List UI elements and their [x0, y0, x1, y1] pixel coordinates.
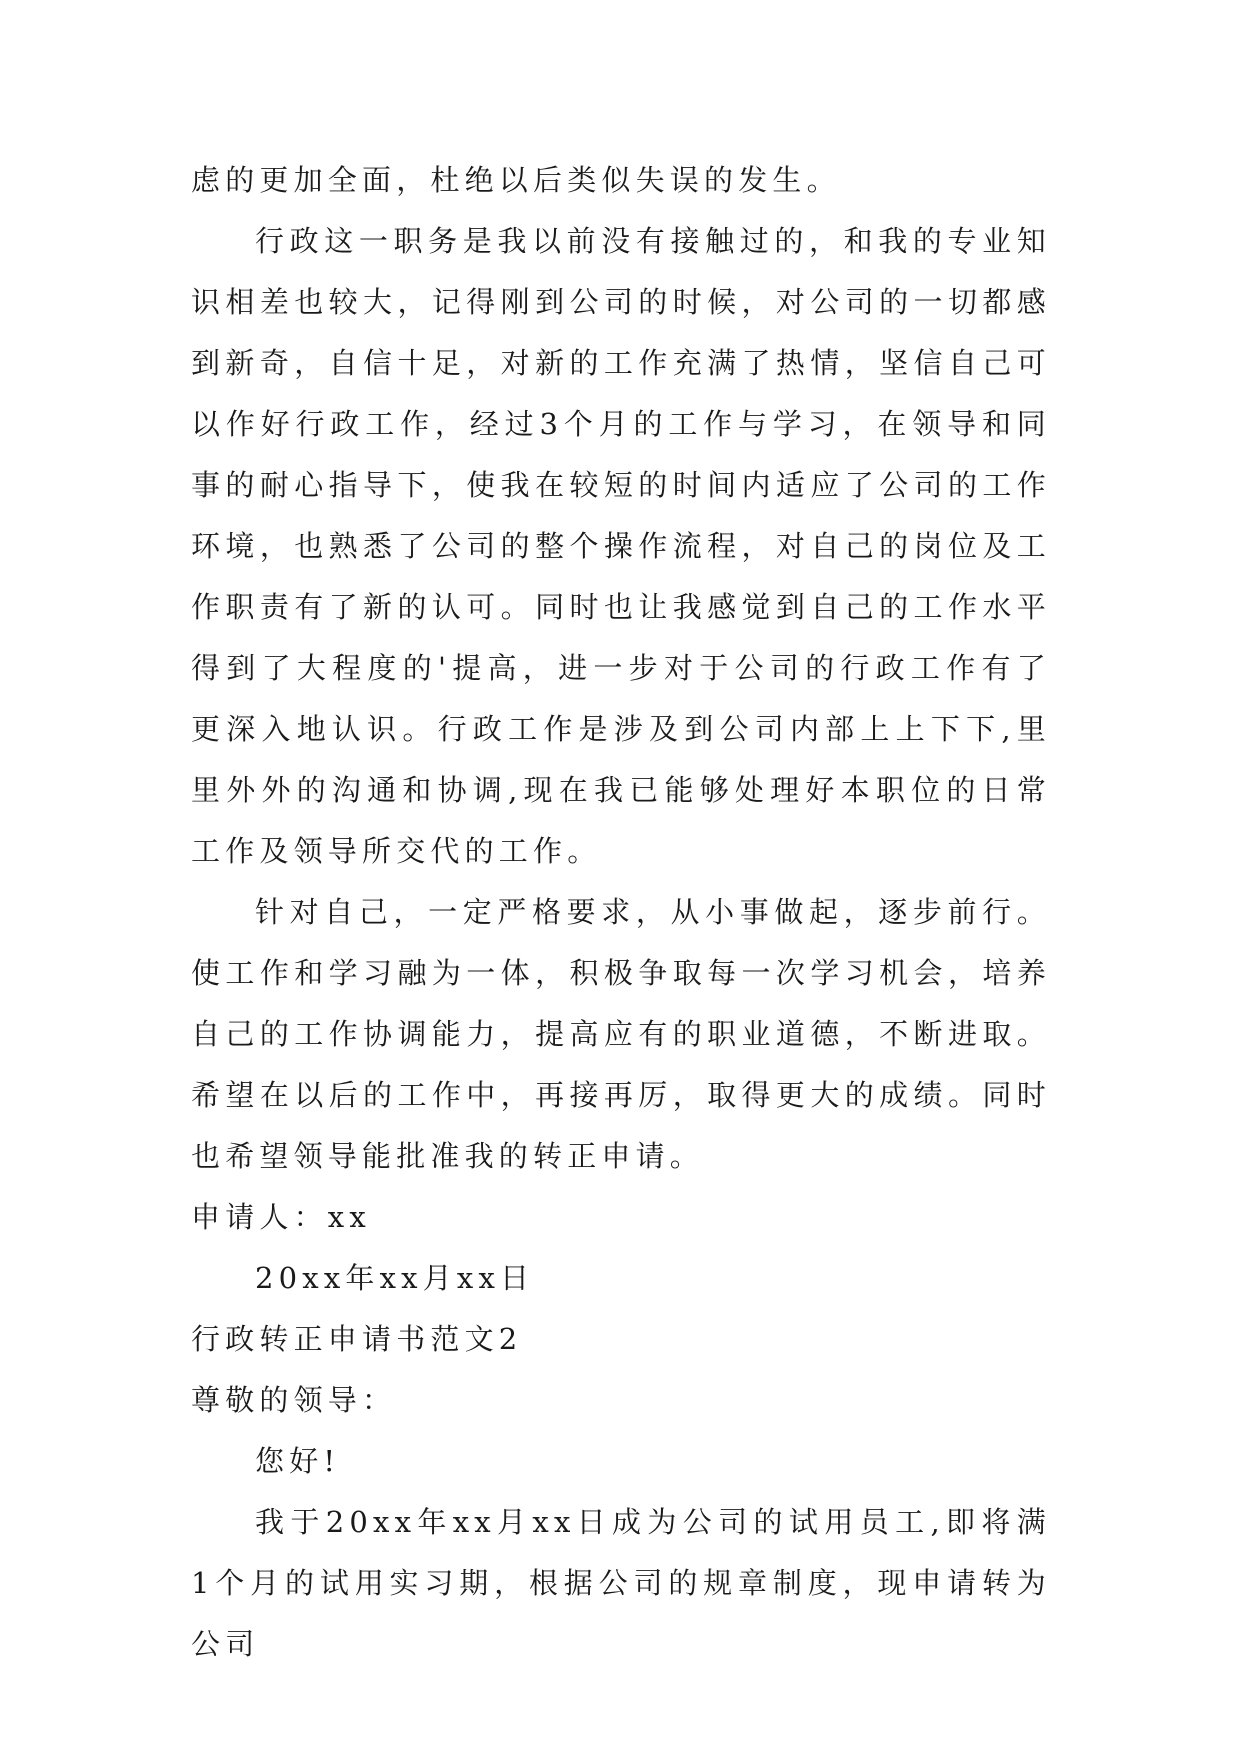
- paragraph-self-requirements: 针对自己，一定严格要求，从小事做起，逐步前行。使工作和学习融为一体，积极争取每一次学习机会，培养自己的工作协调能力，提高应有的职业道德，不断进取。希望在以后的工作中，再接再厉，取得更大的成绩。同时也希望领导能批准我的转正申请。: [191, 895, 1051, 1173]
- paragraph-application-intro: 我于20xx年xx月xx日成为公司的试用员工,即将满1个月的试用实习期，根据公司的规章制度，现申请转为公司: [191, 1505, 1051, 1661]
- applicant-line: 申请人：xx: [191, 1200, 371, 1234]
- document-page: [191, 150, 1051, 1675]
- section-title: 行政转正申请书范文2: [191, 1322, 523, 1356]
- paragraph-continuation: 虑的更加全面，杜绝以后类似失误的发生。: [191, 163, 841, 197]
- date-line: 20xx年xx月xx日: [255, 1261, 535, 1295]
- salutation: 尊敬的领导：: [191, 1383, 397, 1417]
- greeting: 您好!: [255, 1444, 341, 1478]
- paragraph-admin-experience: 行政这一职务是我以前没有接触过的，和我的专业知识相差也较大，记得刚到公司的时候，对公司的一切都感到新奇，自信十足，对新的工作充满了热情，坚信自己可以作好行政工作，经过3个月的工作与学习，在领导和同事的耐心指导下，使我在较短的时间内适应了公司的工作环境，也熟悉了公司的整个操作流程，对自己的岗位及工作职责有了新的认可。同时也让我感觉到自己的工作水平得到了大程度的'提高，进一步对于公司的行政工作有了更深入地认识。行政工作是涉及到公司内部上上下下,里里外外的沟通和协调,现在我已能够处理好本职位的日常工作及领导所交代的工作。: [191, 224, 1051, 868]
